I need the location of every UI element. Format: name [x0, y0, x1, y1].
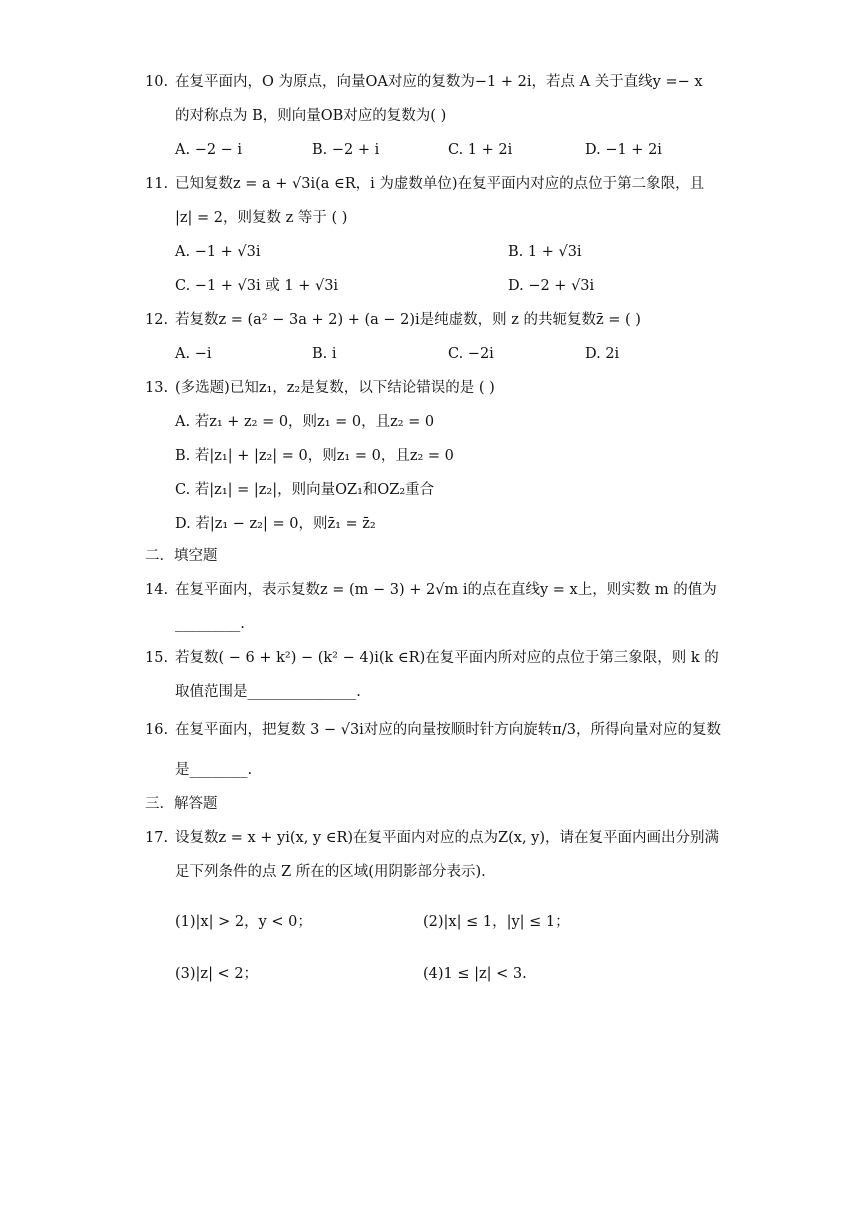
option-d: D. 2i	[585, 346, 620, 362]
option-b: B. i	[312, 346, 337, 362]
question-number: 17.	[145, 830, 169, 846]
option-b: B. 1 + √3i	[508, 244, 582, 260]
option-c: C. 若|z₁| = |z₂|，则向量OZ₁和OZ₂重合	[175, 482, 435, 498]
question-text: 的对称点为 B，则向量OB对应的复数为( )	[175, 108, 447, 124]
answer-blank: _________.	[175, 616, 245, 632]
section-heading: 二．填空题	[145, 548, 218, 564]
question-number: 16.	[145, 722, 169, 738]
option-a: A. −1 + √3i	[175, 244, 261, 260]
question-number: 11.	[145, 176, 169, 192]
question-text: 已知复数z = a + √3i(a ∈R，i 为虚数单位)在复平面内对应的点位于第二象限，且	[175, 176, 705, 192]
option-c: C. −1 + √3i 或 1 + √3i	[175, 278, 339, 294]
option-b: B. 若|z₁| + |z₂| = 0，则z₁ = 0，且z₂ = 0	[175, 448, 454, 464]
answer-blank: 取值范围是_______________.	[175, 684, 361, 700]
condition-4: (4)1 ≤ |z| < 3.	[423, 966, 527, 982]
question-text: 足下列条件的点 Z 所在的区域(用阴影部分表示).	[175, 864, 486, 880]
option-c: C. −2i	[448, 346, 494, 362]
option-d: D. −1 + 2i	[585, 142, 662, 158]
option-a: A. −i	[175, 346, 212, 362]
question-text: 在复平面内，表示复数z = (m − 3) + 2√m i的点在直线y = x上，则实数 m 的值为	[175, 582, 717, 598]
option-d: D. −2 + √3i	[508, 278, 595, 294]
section-heading: 三．解答题	[145, 796, 218, 812]
option-a: A. 若z₁ + z₂ = 0，则z₁ = 0，且z₂ = 0	[175, 414, 435, 430]
question-text: (多选题)已知z₁，z₂是复数，以下结论错误的是 ( )	[175, 380, 495, 396]
question-text: 若复数z = (a² − 3a + 2) + (a − 2)i是纯虚数，则 z 的共轭复数z̄ = ( )	[175, 312, 641, 328]
question-text: 设复数z = x + yi(x, y ∈R)在复平面内对应的点为Z(x, y)，请在复平面内画出分别满	[175, 830, 720, 846]
question-number: 15.	[145, 650, 169, 666]
condition-1: (1)|x| > 2，y < 0；	[175, 914, 312, 930]
question-number: 13.	[145, 380, 169, 396]
option-d: D. 若|z₁ − z₂| = 0，则z̄₁ = z̄₂	[175, 516, 376, 532]
question-number: 10.	[145, 74, 169, 90]
answer-blank: 是________.	[175, 762, 253, 778]
option-a: A. −2 − i	[175, 142, 243, 158]
condition-3: (3)|z| < 2；	[175, 966, 259, 982]
question-text: |z| = 2，则复数 z 等于 ( )	[175, 210, 348, 226]
question-text: 若复数( − 6 + k²) − (k² − 4)i(k ∈R)在复平面内所对应的点位于第三象限，则 k 的	[175, 650, 719, 666]
option-c: C. 1 + 2i	[448, 142, 513, 158]
question-text: 在复平面内，把复数 3 − √3i对应的向量按顺时针方向旋转π/3，所得向量对应的复数	[175, 722, 721, 738]
question-number: 12.	[145, 312, 169, 328]
question-number: 14.	[145, 582, 169, 598]
question-text: 在复平面内，O 为原点，向量OA对应的复数为−1 + 2i，若点 A 关于直线y =− x	[175, 74, 703, 90]
condition-2: (2)|x| ≤ 1，|y| ≤ 1；	[423, 914, 570, 930]
option-b: B. −2 + i	[312, 142, 380, 158]
